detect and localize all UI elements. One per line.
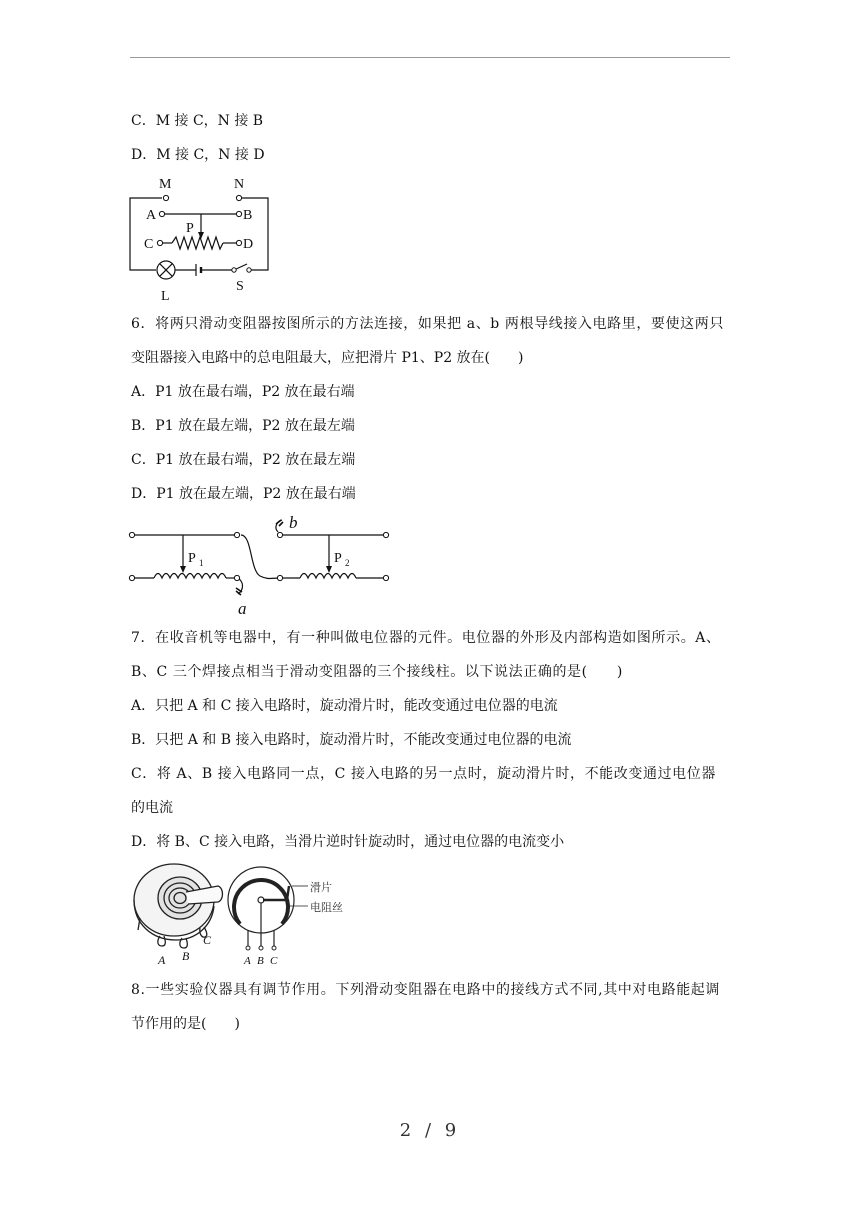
q5-label-m: M [159,177,172,192]
q7-option-a: A．只把 A 和 C 接入电路时，旋动滑片时，能改变通过电位器的电流 [131,698,558,714]
q7-exterior-label-b: B [182,949,190,963]
q7-stem-line1: 7．在收音机等电器中，有一种叫做电位器的元件。电位器的外形及内部构造如图所示。A、 [131,630,721,646]
q7-stem-line2: B、C 三个焊接点相当于滑动变阻器的三个接线柱。以下说法正确的是( ) [131,664,623,680]
q5-label-s: S [236,279,244,294]
potentiometer-interior [228,867,308,946]
q6-label-p1-sub: 1 [199,558,204,568]
header-rule [130,57,730,58]
q7-option-b: B．只把 A 和 B 接入电路时，旋动滑片时，不能改变通过电位器的电流 [131,732,572,748]
q6-rheostat-diagram [126,510,396,618]
q6-label-a: a [238,599,247,618]
q6-option-a: A．P1 放在最右端，P2 放在最右端 [131,384,355,400]
q5-label-c: C [144,237,154,252]
q5-label-n: N [234,177,245,192]
q6-stem-line2: 变阻器接入电路中的总电阻最大，应把滑片 P1、P2 放在( ) [131,350,524,366]
q6-stem-line1: 6．将两只滑动变阻器按图所示的方法连接，如果把 a、b 两根导线接入电路里，要使这两只 [131,316,724,332]
q7-interior-label-b: B [257,955,264,967]
q7-interior-label-a: A [244,955,251,967]
q6-option-d: D．P1 放在最左端，P2 放在最右端 [131,486,356,502]
q7-exterior-label-c: C [203,933,212,947]
q7-potentiometer-figure [126,858,366,968]
q5-option-d: D．M 接 C，N 接 D [131,147,265,163]
q6-label-p2: P [334,551,342,566]
q7-option-c-line2: 的电流 [131,800,173,816]
q7-option-c-line1: C．将 A、B 接入电路同一点，C 接入电路的另一点时，旋动滑片时，不能改变通过电位器 [131,766,716,782]
q5-option-c: C．M 接 C，N 接 B [131,113,264,129]
q6-label-b: b [289,513,298,532]
q5-label-b: B [243,208,253,223]
q5-circuit-diagram [126,172,276,306]
q6-option-c: C．P1 放在最右端，P2 放在最左端 [131,452,356,468]
q7-label-resistance-wire: 电阻丝 [310,902,343,914]
q8-stem-line2: 节作用的是( ) [131,1016,240,1032]
q6-label-p1: P [188,551,196,566]
q7-label-slider: 滑片 [310,882,332,894]
q5-label-d: D [243,237,254,252]
q5-label-a: A [146,208,157,223]
q7-exterior-label-a: A [158,953,166,967]
q6-option-b: B．P1 放在最左端，P2 放在最左端 [131,418,355,434]
q8-stem-line1: 8.一些实验仪器具有调节作用。下列滑动变阻器在电路中的接线方式不同,其中对电路能起调 [131,982,721,998]
q7-interior-label-c: C [270,955,278,967]
q5-label-l: L [161,289,170,304]
page-number: 2 / 9 [399,1120,461,1141]
q5-label-p: P [186,221,194,236]
q7-option-d: D．将 B、C 接入电路，当滑片逆时针旋动时，通过电位器的电流变小 [131,834,565,850]
q6-label-p2-sub: 2 [345,558,350,568]
